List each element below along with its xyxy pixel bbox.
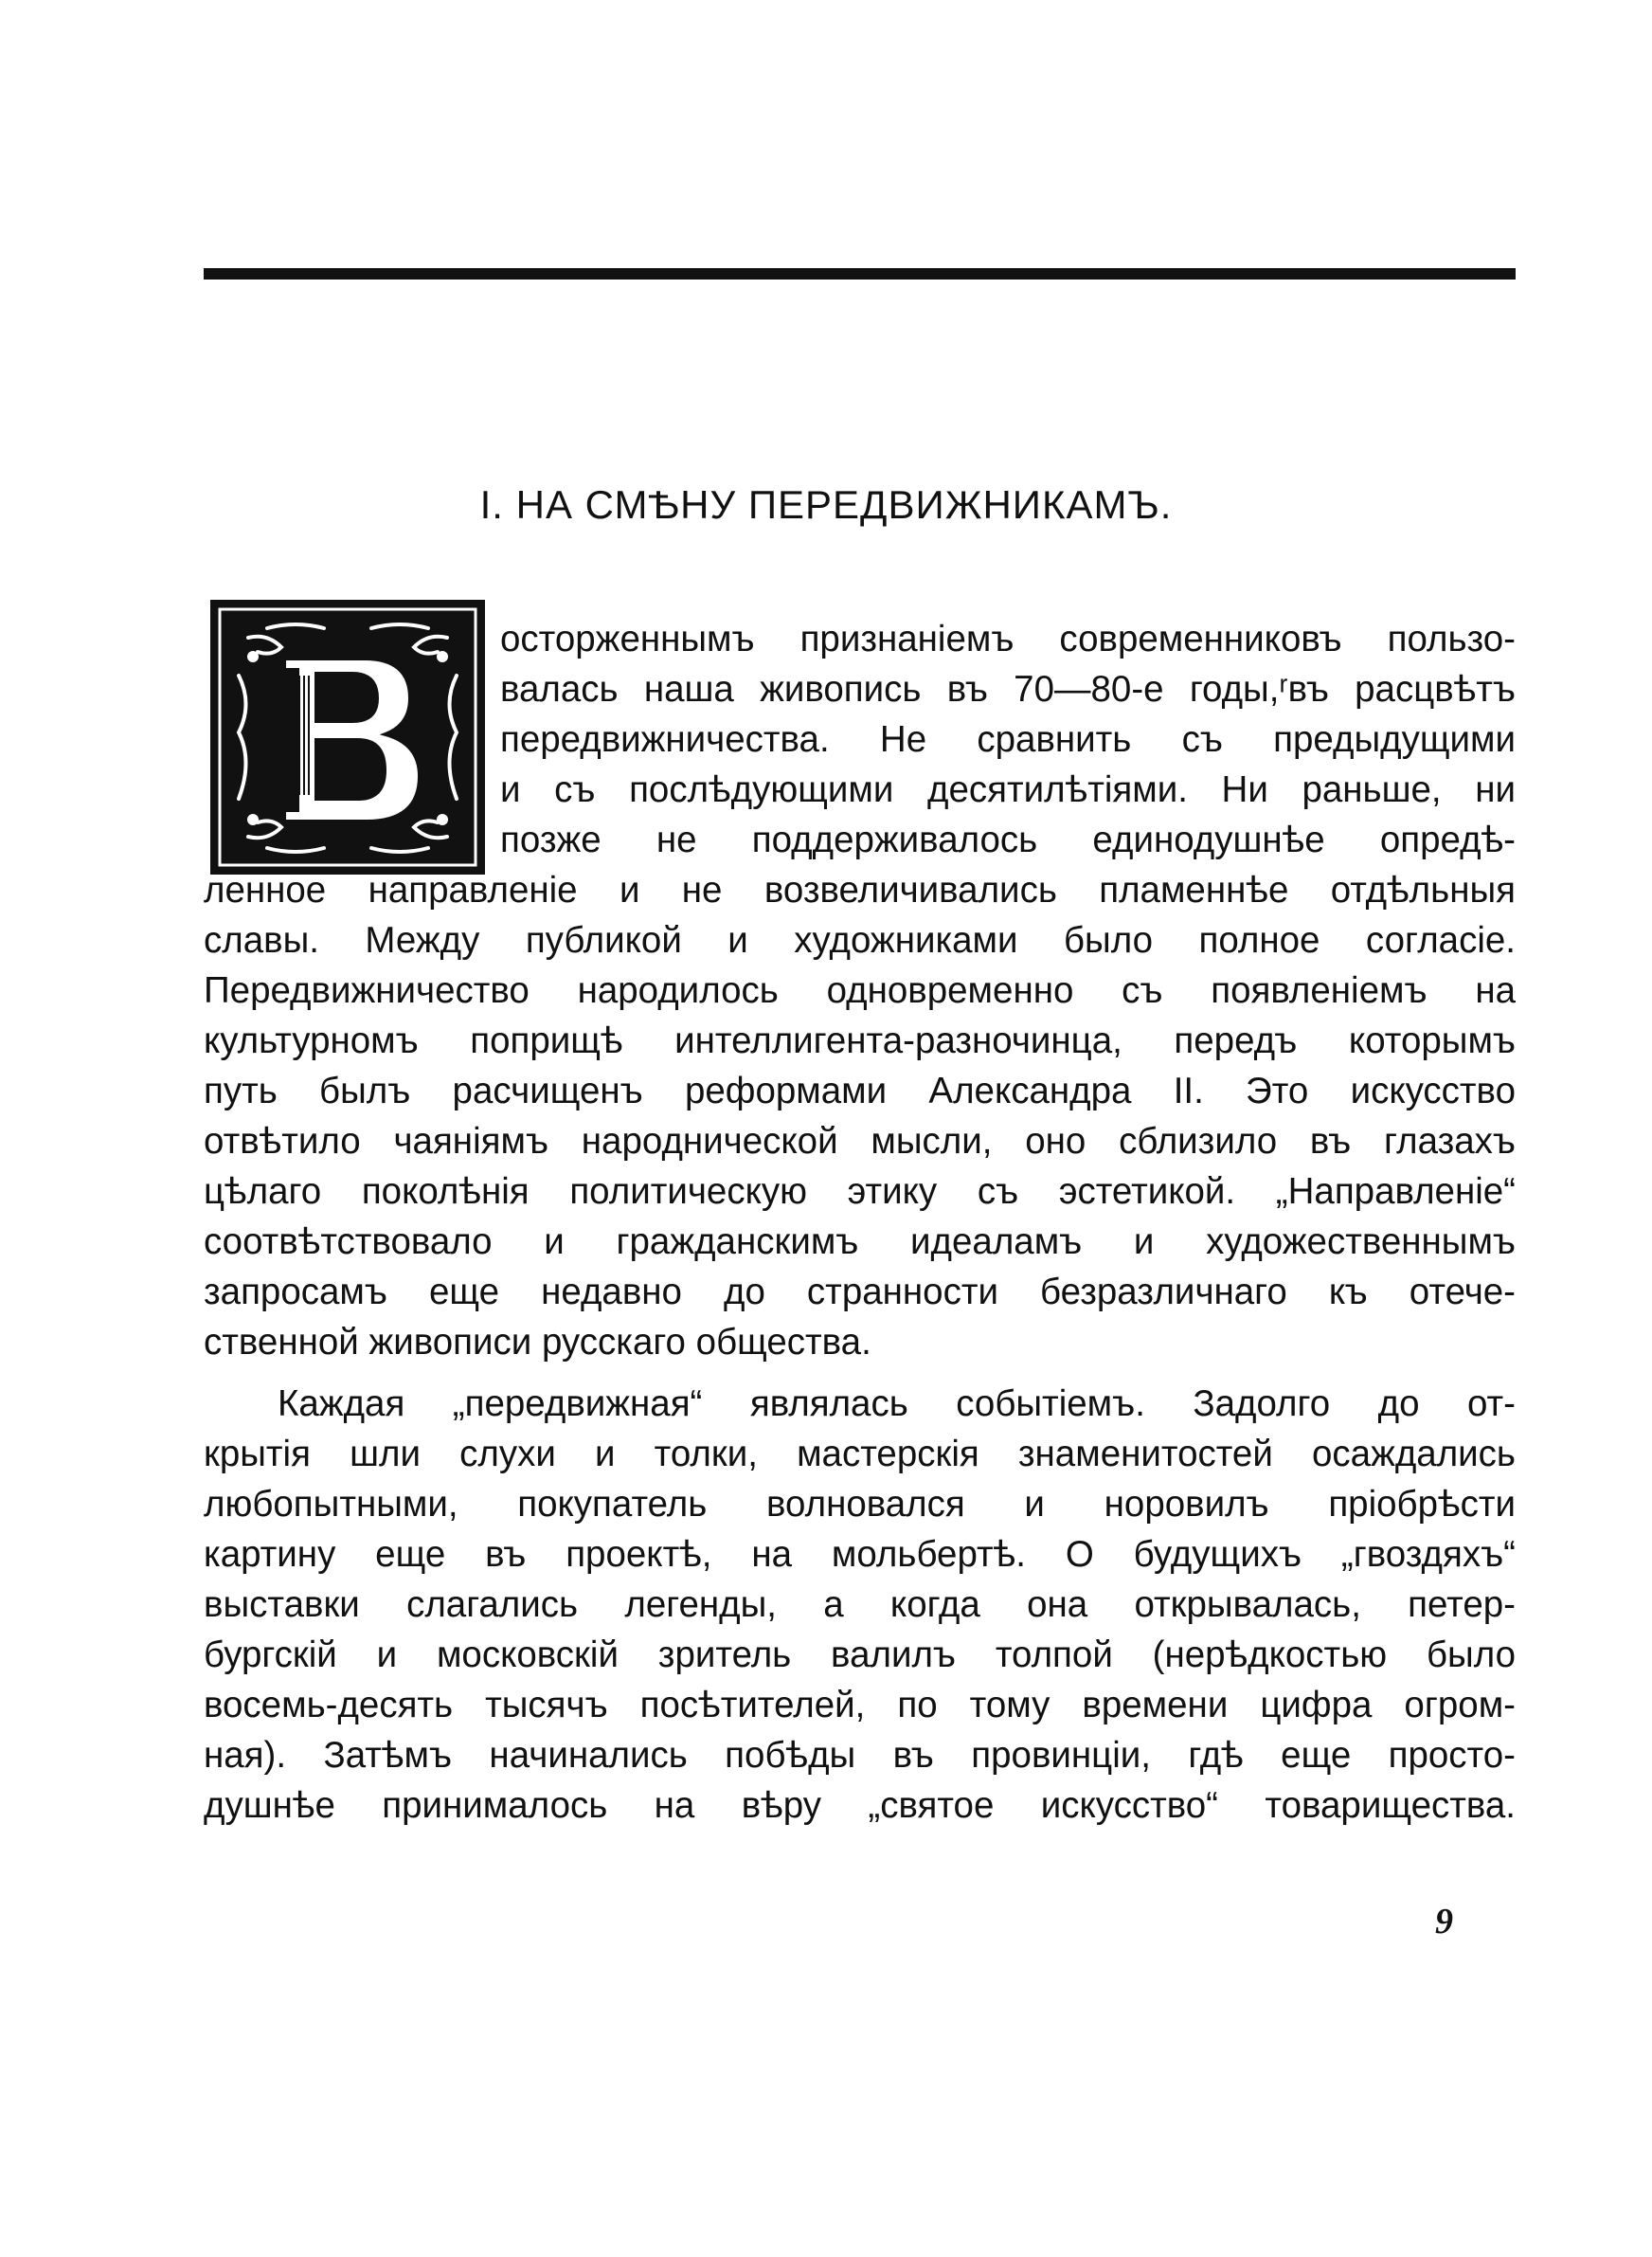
- text-line: душнѣе принималось на вѣру „святое искусство“ товарищества.: [204, 1785, 1516, 1826]
- text-line: запросамъ еще недавно до странности безразличнаго къ отече-: [204, 1272, 1516, 1312]
- text-line: отвѣтило чаяніямъ народнической мысли, оно сблизило въ глазахъ: [204, 1121, 1516, 1162]
- text-line: крытія шли слухи и толки, мастерскія знаменитостей осаждались: [204, 1434, 1516, 1474]
- chapter-title: I. НА СМѢНУ ПЕРЕДВИЖНИКАМЪ.: [479, 482, 1173, 527]
- text-line: цѣлаго поколѣнія политическую этику съ эстетикой. „Направленіе“: [204, 1171, 1516, 1212]
- text-line: Передвижничество народилось одновременно съ появленіемъ на: [204, 970, 1516, 1011]
- text-line: восемь-десять тысячъ посѣтителей, по тому времени цифра огром-: [204, 1685, 1516, 1725]
- text-line: соотвѣтствовало и гражданскимъ идеаламъ и художественнымъ: [204, 1221, 1516, 1262]
- text-line: культурномъ поприщѣ интеллигента-разночинца, передъ которымъ: [204, 1020, 1516, 1061]
- text-line: ленное направленіе и не возвеличивались пламеннѣе отдѣльныя: [204, 870, 1516, 911]
- page-number: 9: [1435, 1902, 1453, 1941]
- text-line: осторженнымъ признаніемъ современниковъ пользо-: [500, 619, 1516, 659]
- text-line: путь былъ расчищенъ реформами Александра II. Это искусство: [204, 1071, 1516, 1111]
- text-line: Каждая „передвижная“ являлась событіемъ. Задолго до от-: [278, 1383, 1516, 1424]
- text-line: ная). Затѣмъ начинались побѣды въ провинціи, гдѣ еще просто-: [204, 1735, 1516, 1776]
- text-line: любопытными, покупатель волновался и норовилъ пріобрѣсти: [204, 1484, 1516, 1525]
- text-line: славы. Между публикой и художниками было полное согласіе.: [204, 920, 1516, 961]
- text-line: ственной живописи русскаго общества.: [204, 1322, 871, 1363]
- text-line: передвижничества. Не сравнить съ предыдущими: [500, 719, 1516, 760]
- decorative-initial-icon: [210, 600, 485, 875]
- text-line: бургскій и московскій зритель валилъ толпой (нерѣдкостью было: [204, 1634, 1516, 1675]
- text-line: валась наша живопись въ 70—80-е годы,ʳвъ расцвѣтъ: [500, 669, 1516, 710]
- text-line: картину еще въ проектѣ, на мольбертѣ. О будущихъ „гвоздяхъ“: [204, 1534, 1516, 1575]
- text-line: выставки слагались легенды, а когда она открывалась, петер-: [204, 1584, 1516, 1625]
- text-line: и съ послѣдующими десятилѣтіями. Ни раньше, ни: [500, 769, 1516, 810]
- top-rule: [204, 268, 1516, 280]
- text-line: позже не поддерживалось единодушнѣе опредѣ-: [500, 820, 1516, 860]
